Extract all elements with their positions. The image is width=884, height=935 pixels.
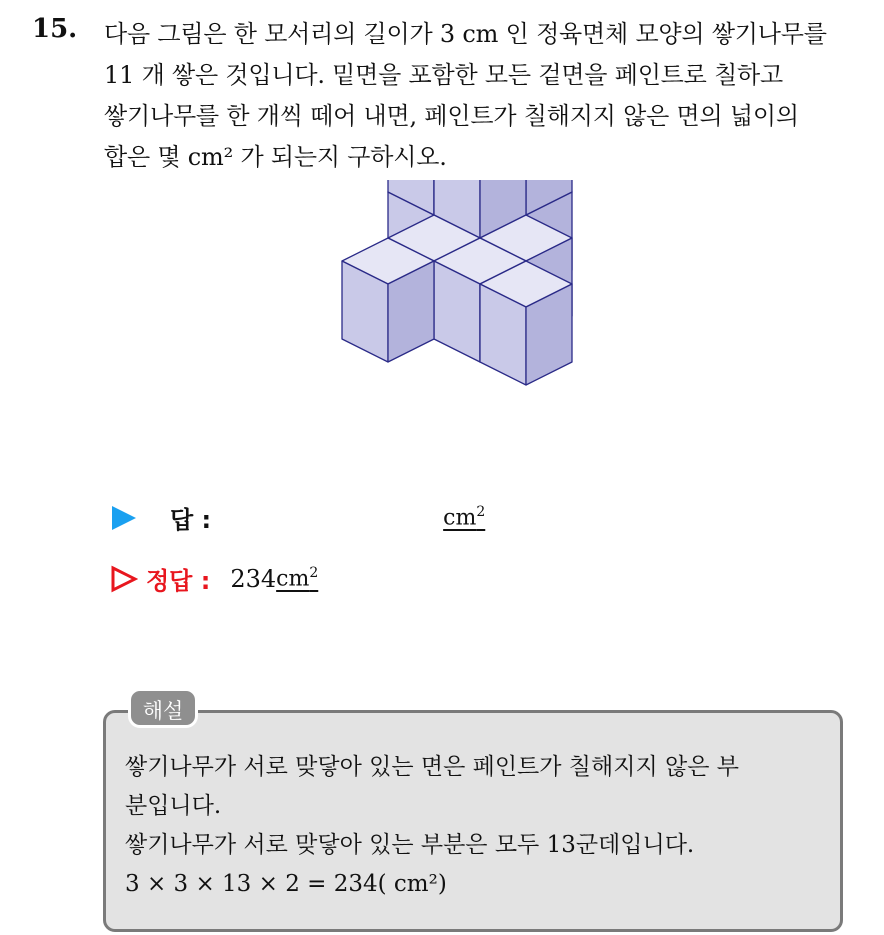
question-line: 다음 그림은 한 모서리의 길이가 3 cm 인 정육면체 모양의 쌓기나무를 (104, 20, 827, 48)
question-text (104, 14, 874, 178)
question-line: 쌓기나무를 한 개씩 떼어 내면, 페인트가 칠해지지 않은 면의 넓이의 (104, 102, 799, 130)
correct-answer-unit: $cm^2$ (276, 565, 319, 592)
answer-label: 답 : (170, 506, 212, 534)
correct-answer-row (110, 561, 318, 596)
blue-triangle-icon (110, 504, 138, 532)
answer-row (110, 500, 485, 535)
explanation-line: 쌓기나무가 서로 맞닿아 있는 면은 페인트가 칠해지지 않은 부 (125, 754, 739, 780)
question-line: 11 개 쌓은 것입니다. 밑면을 포함한 모든 겉면을 페인트로 칠하고 (104, 61, 784, 89)
red-triangle-outline-icon (110, 565, 138, 593)
explanation-line: 3 × 3 × 13 × 2 = 234( cm²) (125, 871, 447, 897)
explanation-text (125, 748, 835, 904)
cube-group (342, 180, 572, 385)
correct-answer-value: 234 (230, 564, 277, 593)
explanation-line: 쌓기나무가 서로 맞닿아 있는 부분은 모두 13군데입니다. (125, 832, 695, 858)
explanation-tab: 해설 (128, 688, 198, 728)
question-number: 15. (32, 14, 78, 44)
question-line: 합은 몇 cm² 가 되는지 구하시오. (104, 143, 447, 171)
cube-stack-figure (330, 180, 630, 460)
answer-unit: $cm^2$ (443, 504, 486, 531)
correct-answer-label: 정답 : (146, 567, 211, 595)
explanation-line: 분입니다. (125, 793, 222, 819)
